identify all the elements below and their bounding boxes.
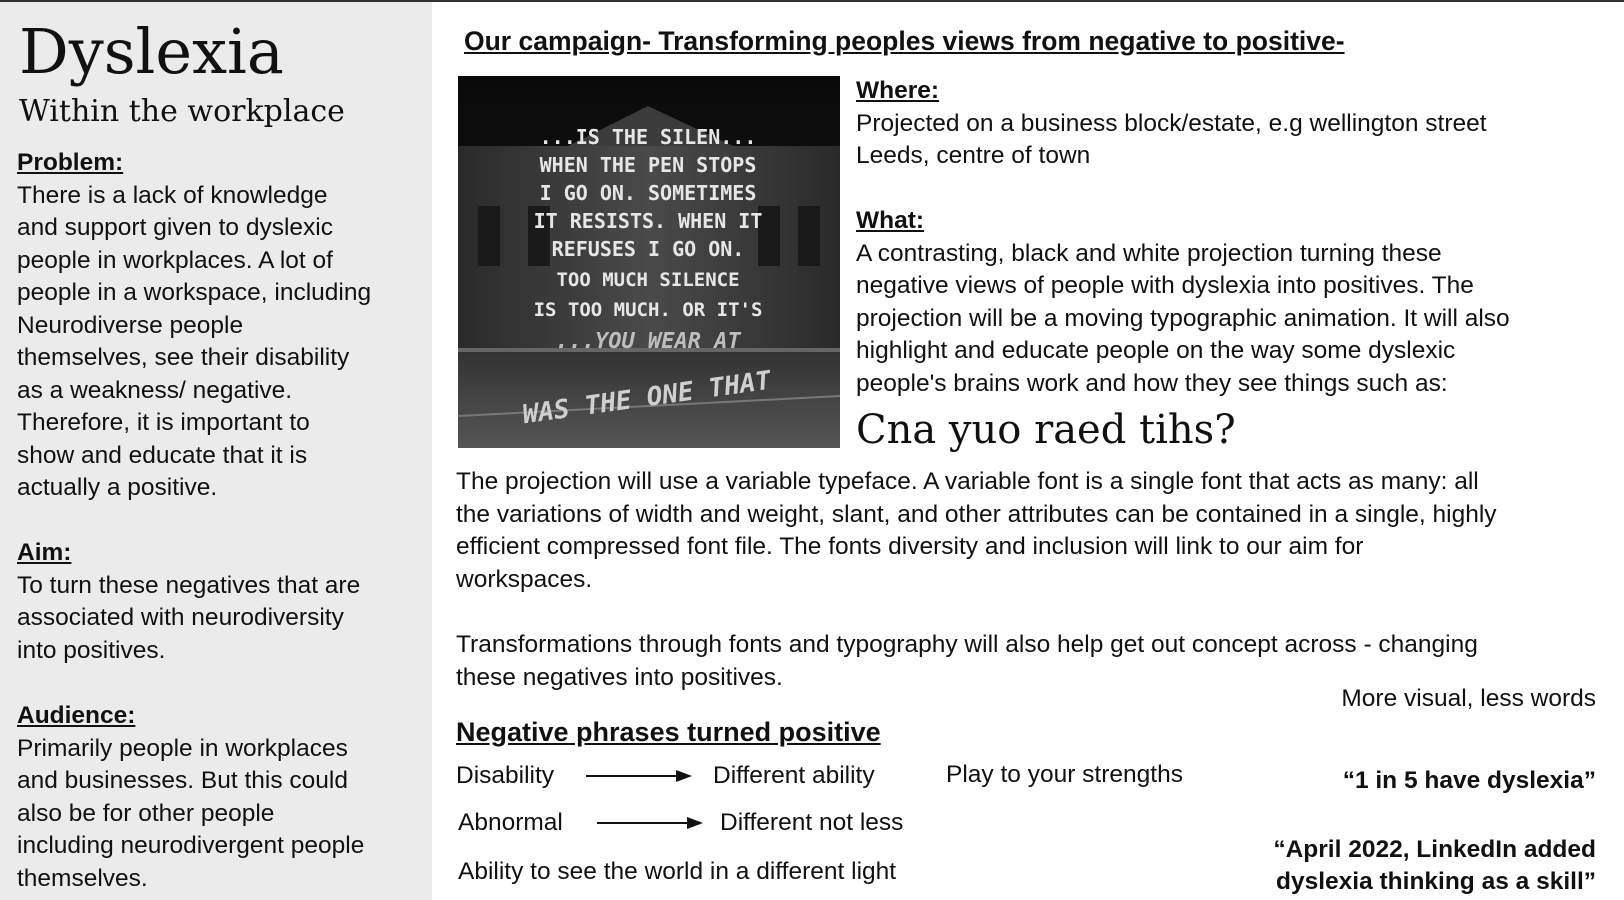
transformations-line: Transformations through fonts and typography will also help get out concept across - changing xyxy=(456,631,1478,658)
projected-line: WHEN THE PEN STOPS xyxy=(539,153,757,177)
projection-photo xyxy=(458,76,840,448)
problem-line: themselves, see their disability xyxy=(17,344,350,371)
problem-line: as a weakness/ negative. xyxy=(17,376,293,404)
audience-line: Primarily people in workplaces xyxy=(17,734,348,762)
audience-line: including neurodivergent people xyxy=(17,832,365,859)
linkedin-quote-line: “April 2022, LinkedIn added xyxy=(1273,836,1596,863)
what-heading: What: xyxy=(856,207,925,234)
projected-line: ...YOU WEAR AT xyxy=(555,329,741,354)
projected-line: IT RESISTS. WHEN IT xyxy=(533,209,763,233)
visual-note: More visual, less words xyxy=(1341,685,1596,712)
audience-line: themselves. xyxy=(17,864,148,892)
problem-line: people in workplaces. A lot of xyxy=(17,246,333,274)
final-phrase: Ability to see the world in a different light xyxy=(458,858,897,885)
aim-heading: Aim: xyxy=(17,539,72,566)
linkedin-quote-line: dyslexia thinking as a skill” xyxy=(1276,868,1596,895)
projected-line: REFUSES I GO ON. xyxy=(551,237,745,261)
arrow-right-icon xyxy=(586,769,692,783)
aim-section xyxy=(17,537,427,667)
aim-line: into positives. xyxy=(17,636,166,664)
poster-subtitle: Within the workplace xyxy=(19,94,345,129)
transformations-line: these negatives into positives. xyxy=(456,663,783,691)
audience-section xyxy=(17,700,427,895)
projected-line: WAS THE ONE THAT xyxy=(520,365,773,431)
what-line: highlight and educate people on the way some dyslexic xyxy=(856,337,1456,364)
what-line: projection will be a moving typographic animation. It will also xyxy=(856,304,1510,332)
projected-line: ...IS THE SILEN... xyxy=(539,125,757,149)
where-section xyxy=(856,75,1616,173)
phrase-from: Disability xyxy=(456,762,555,789)
problem-line: and support given to dyslexic xyxy=(17,214,333,241)
projected-line: TOO MUCH SILENCE xyxy=(556,269,740,291)
what-line: negative views of people with dyslexia into positives. The xyxy=(856,272,1474,299)
problem-line: people in a workspace, including xyxy=(17,279,372,306)
typeface-line: The projection will use a variable typeface. A variable font is a single font that acts as many: all xyxy=(456,468,1479,495)
problem-line: There is a lack of knowledge xyxy=(17,181,328,209)
audience-line: and businesses. But this could xyxy=(17,767,348,794)
problem-line: actually a positive. xyxy=(17,474,218,501)
problem-line: show and educate that it is xyxy=(17,441,308,469)
aim-line: associated with neurodiversity xyxy=(17,604,344,631)
typeface-line: the variations of width and weight, slant, and other attributes can be contained in a single, highly xyxy=(456,500,1497,528)
audience-line: also be for other people xyxy=(17,799,275,827)
typeface-paragraph xyxy=(456,466,1616,596)
building-projection-image xyxy=(458,76,840,448)
dyslexia-stat-quote: “1 in 5 have dyslexia” xyxy=(1342,767,1596,794)
problem-line: Therefore, it is important to xyxy=(17,409,310,436)
problem-section xyxy=(17,147,427,505)
phrase-to: Different ability xyxy=(713,762,875,789)
what-line: people's brains work and how they see things such as: xyxy=(856,369,1448,397)
projected-line: I GO ON. SOMETIMES xyxy=(539,181,757,205)
negative-phrases-heading: Negative phrases turned positive xyxy=(456,717,881,747)
problem-heading: Problem: xyxy=(17,149,124,176)
where-line: Leeds, centre of town xyxy=(856,142,1091,169)
scrambled-sample-text: Cna yuo raed tihs? xyxy=(856,407,1236,453)
typeface-line: efficient compressed font file. The fonts diversity and inclusion will link to our aim for xyxy=(456,533,1364,560)
extra-phrase: Play to your strengths xyxy=(946,761,1183,788)
what-section xyxy=(856,205,1616,400)
linkedin-quote xyxy=(1273,834,1596,898)
phrase-to: Different not less xyxy=(720,809,904,836)
where-heading: Where: xyxy=(856,77,940,104)
audience-heading: Audience: xyxy=(17,702,136,729)
where-line: Projected on a business block/estate, e.g wellington street xyxy=(856,109,1487,137)
projected-line: IS TOO MUCH. OR IT'S xyxy=(533,299,763,321)
poster-title: Dyslexia xyxy=(19,15,284,88)
aim-line: To turn these negatives that are xyxy=(17,571,361,599)
what-line: A contrasting, black and white projection turning these xyxy=(856,239,1442,267)
campaign-title: Our campaign- Transforming peoples views from negative to positive- xyxy=(464,26,1345,56)
problem-line: Neurodiverse people xyxy=(17,311,244,339)
phrase-from: Abnormal xyxy=(458,809,563,836)
typeface-line: workspaces. xyxy=(456,565,593,593)
arrow-right-icon xyxy=(597,816,703,830)
